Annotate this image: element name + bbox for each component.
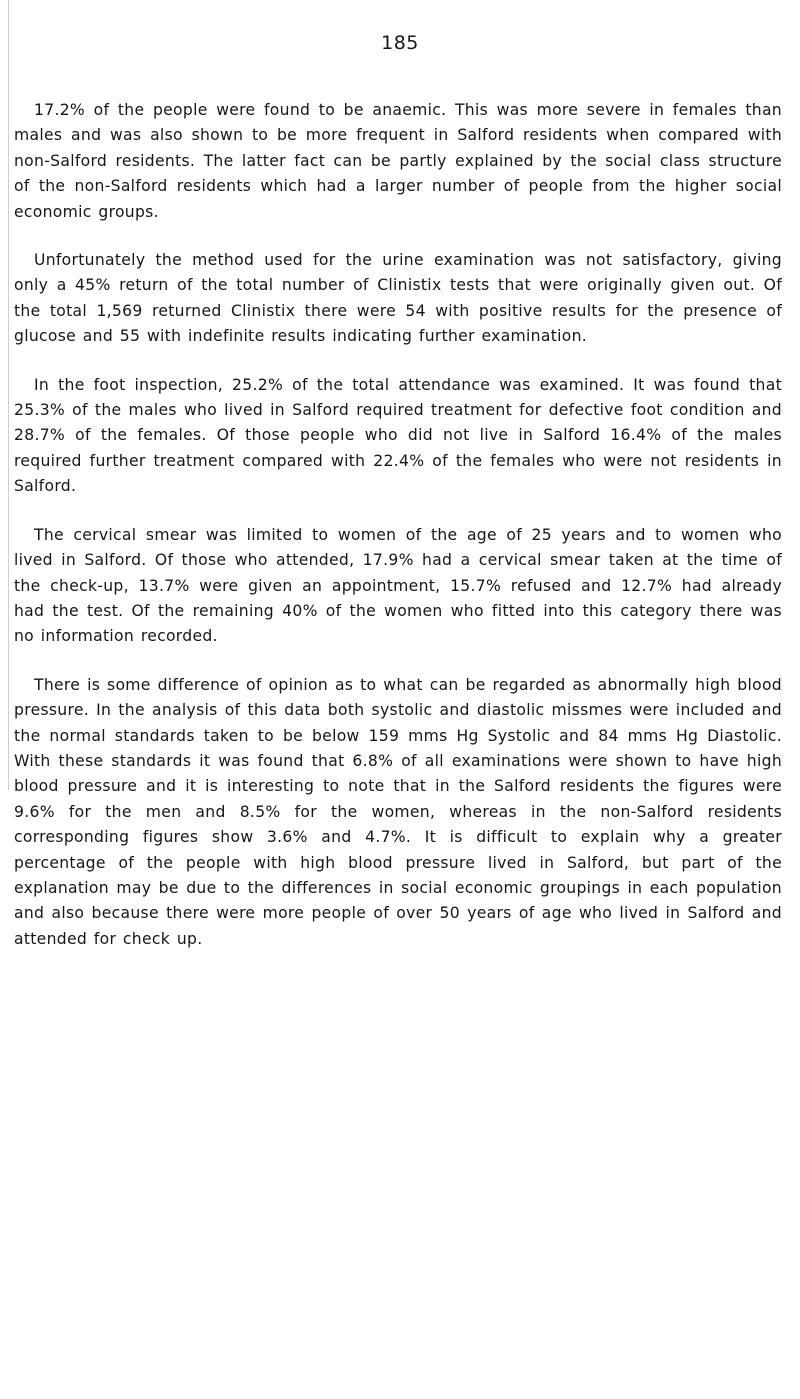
paragraph-blood-pressure: There is some difference of opinion as to what can be regarded as abnormally high blood pressure. In the analysis of this data both systolic and diastolic missmes were included and the normal standards taken to be below 159 mms Hg Systolic and 84 mms Hg Diastolic. With these standards it was found that 6.8% of all examinations were shown to have high blood pressure and it is interesting to note that in the Salford residents the figures were 9.6% for the men and 8.5% for the women, whereas in the non-Salford residents corresponding figures show 3.6% and 4.7%. It is difficult to explain why a greater percentage of the people with high blood pressure lived in Salford, but part of the explanation may be due to the differences in social economic groupings in each population and also because there were more people of over 50 years of age who lived in Salford and attended for check up. (14, 675, 782, 948)
paragraph-foot-inspection: In the foot inspection, 25.2% of the total attendance was examined. It was found that 25.3% of the males who lived in Salford required treatment for defective foot condition and 28.7% of the females. Of those people who did not live in Salford 16.4% of the males required further treatment compared with 22.4% of the females who were not residents in Salford. (14, 375, 782, 496)
body-text (14, 98, 782, 975)
paragraph-urine-examination: Unfortunately the method used for the urine examination was not satisfactory, giving only a 45% return of the total number of Clinistix tests that were originally given out. Of the total 1,569 returned Clinistix there were 54 with positive results for the presence of glucose and 55 with indefinite results indicating further examination. (14, 251, 782, 346)
page-number: 185 (381, 32, 419, 54)
paragraph-anaemia: 17.2% of the people were found to be anaemic. This was more severe in females than males and was also shown to be more frequent in Salford residents when compared with non-Salford residents. The latter fact can be partly explained by the social class structure of the non-Salford residents which had a larger number of people from the higher social economic groups. (14, 101, 782, 221)
page-margin-line (8, 0, 9, 790)
paragraph-cervical-smear: The cervical smear was limited to women of the age of 25 years and to women who lived in Salford. Of those who attended, 17.9% had a cervical smear taken at the time of the check-up, 13.7% were given an appointment, 15.7% refused and 12.7% had already had the test. Of the remaining 40% of the women who fitted into this category there was no information recorded. (14, 525, 782, 646)
